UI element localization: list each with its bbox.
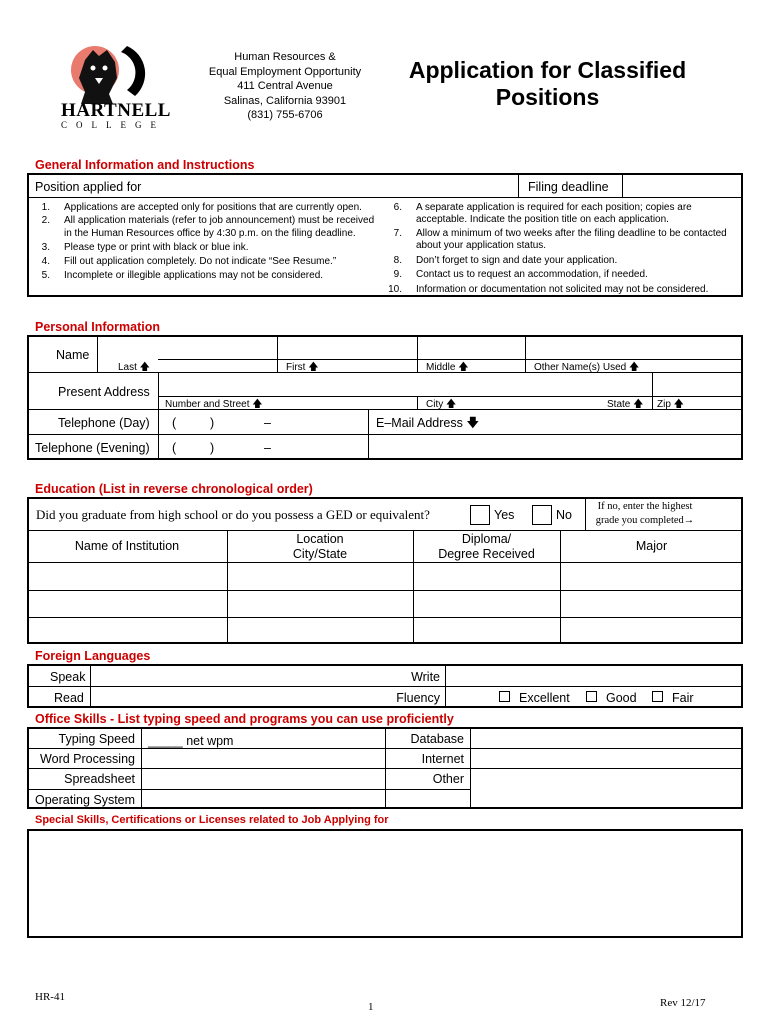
languages-section-title: Foreign Languages — [35, 649, 151, 663]
word-label: Word Processing — [40, 752, 135, 766]
instructions-right: 6. A separate application is required for each position; copies are acceptable. Indicate the position title on each application. 7. Allow a minimum of two weeks after the filing deadline to be contacted about your application status. 8. Don’t forget to sign and date your application. 9. Contact us to request an accommodation, if needed. 10. Information or documentation not solicited may not be considered. — [388, 202, 727, 295]
internet-label: Internet — [421, 752, 464, 766]
good-checkbox[interactable] — [586, 691, 597, 702]
typing-label: Typing Speed — [58, 732, 135, 746]
name-label: Name — [56, 348, 90, 362]
position-field[interactable] — [145, 175, 515, 196]
revision: Rev 12/17 — [660, 997, 706, 1009]
col-location: Location City/State — [292, 532, 348, 561]
state-label: State 🡅 — [607, 399, 644, 410]
form-id: HR-41 — [35, 991, 65, 1003]
general-section-title: General Information and Instructions — [35, 158, 255, 172]
col-institution: Name of Institution — [74, 539, 180, 553]
ged-no-label: No — [556, 508, 572, 522]
last-name-field[interactable] — [99, 337, 275, 358]
deadline-label: Filing deadline — [528, 180, 609, 194]
page-title: Application for Classified Positions — [408, 57, 687, 110]
education-row-1[interactable] — [29, 564, 741, 589]
address-label: Present Address — [58, 385, 150, 399]
last-label: Last 🡅 — [118, 362, 150, 373]
other-label: Other — [432, 772, 464, 786]
ged-yes-label: Yes — [494, 508, 515, 522]
city-label: City 🡅 — [426, 399, 457, 410]
college-logo — [55, 38, 171, 133]
database-field[interactable] — [473, 729, 741, 747]
typing-value[interactable]: _____ net wpm — [148, 734, 234, 748]
fair-checkbox[interactable] — [652, 691, 663, 702]
special-skills-field[interactable] — [27, 829, 743, 938]
education-section-title: Education (List in reverse chronological order) — [35, 482, 313, 496]
ged-no-checkbox[interactable] — [532, 505, 552, 525]
office-section-title: Office Skills - List typing speed and programs you can use proficiently — [35, 712, 454, 726]
page-number: 1 — [368, 1001, 374, 1013]
personal-section-title: Personal Information — [35, 320, 161, 334]
os-field[interactable] — [143, 791, 383, 807]
education-row-2[interactable] — [29, 592, 741, 616]
tel-day-paren-open: ( — [172, 416, 177, 430]
tel-day-label: Telephone (Day) — [58, 416, 150, 430]
write-field[interactable] — [447, 666, 741, 685]
zip-label: Zip 🡅 — [657, 399, 684, 410]
write-label: Write — [411, 670, 440, 684]
cougar-logo-icon — [55, 38, 160, 108]
spreadsheet-field[interactable] — [143, 770, 383, 788]
instructions-left: 1. Applications are accepted only for positions that are currently open. 2. All application materials (refer to job announcement) must be received in the Human Resources office by 4:30 p.m. on the filing deadline. 3. Please type or print with black or blue ink. 4. Fill out application completely. Do not indicate “See Resume.” 5. Incomplete or illegible applications may not be considered. — [41, 202, 375, 281]
internet-field[interactable] — [473, 750, 741, 767]
other-field[interactable] — [473, 770, 741, 807]
os-label: Operating System — [35, 793, 136, 807]
logo-subtext: COLLEGE — [61, 120, 165, 130]
tel-day-field[interactable] — [160, 411, 366, 433]
excellent-checkbox[interactable] — [499, 691, 510, 702]
education-row-3[interactable] — [29, 619, 741, 642]
tel-day-dash: – — [264, 416, 271, 430]
tel-eve-paren-close: ) — [210, 441, 215, 455]
middle-label: Middle 🡅 — [426, 362, 469, 373]
logo-text: HARTNELL — [61, 100, 171, 121]
database-label: Database — [410, 732, 464, 746]
tel-eve-field[interactable] — [160, 436, 366, 458]
other-names-field[interactable] — [527, 337, 741, 358]
good-label: Good — [606, 691, 637, 705]
first-label: First 🡅 — [286, 362, 319, 373]
tel-eve-label: Telephone (Evening) — [35, 441, 150, 455]
tel-day-paren-close: ) — [210, 416, 215, 430]
tel-eve-paren-open: ( — [172, 441, 177, 455]
fluency-label: Fluency — [396, 691, 440, 705]
middle-name-field[interactable] — [419, 337, 523, 358]
speak-label: Speak — [50, 670, 86, 684]
col-diploma: Diploma/ Degree Received — [438, 532, 535, 561]
other-names-label: Other Name(s) Used 🡅 — [534, 362, 640, 373]
hr-address: Human Resources & Equal Employment Opportunity 411 Central Avenue Salinas, California 93901 (831) 755-6706 — [208, 51, 362, 121]
zip-field[interactable] — [654, 374, 741, 395]
street-field[interactable] — [160, 374, 650, 395]
tel-eve-dash: – — [264, 441, 271, 455]
excellent-label: Excellent — [519, 691, 570, 705]
highest-grade-field[interactable] — [705, 499, 741, 529]
email-label: E–Mail Address 🡇 — [376, 416, 480, 430]
deadline-field[interactable] — [624, 175, 741, 196]
position-label: Position applied for — [35, 180, 142, 194]
ged-yes-checkbox[interactable] — [470, 505, 490, 525]
ged-question: Did you graduate from high school or do you possess a GED or equivalent? — [36, 507, 430, 522]
read-label: Read — [54, 691, 84, 705]
fair-label: Fair — [672, 691, 694, 705]
street-label: Number and Street 🡅 — [165, 399, 263, 410]
spreadsheet-label: Spreadsheet — [64, 772, 135, 786]
email-field[interactable] — [370, 436, 741, 458]
special-section-title: Special Skills, Certifications or Licenses related to Job Applying for — [35, 814, 389, 826]
col-major: Major — [635, 539, 668, 553]
word-field[interactable] — [143, 750, 383, 767]
highest-grade-note: If no, enter the highest grade you completed→ — [595, 501, 695, 526]
first-name-field[interactable] — [279, 337, 415, 358]
